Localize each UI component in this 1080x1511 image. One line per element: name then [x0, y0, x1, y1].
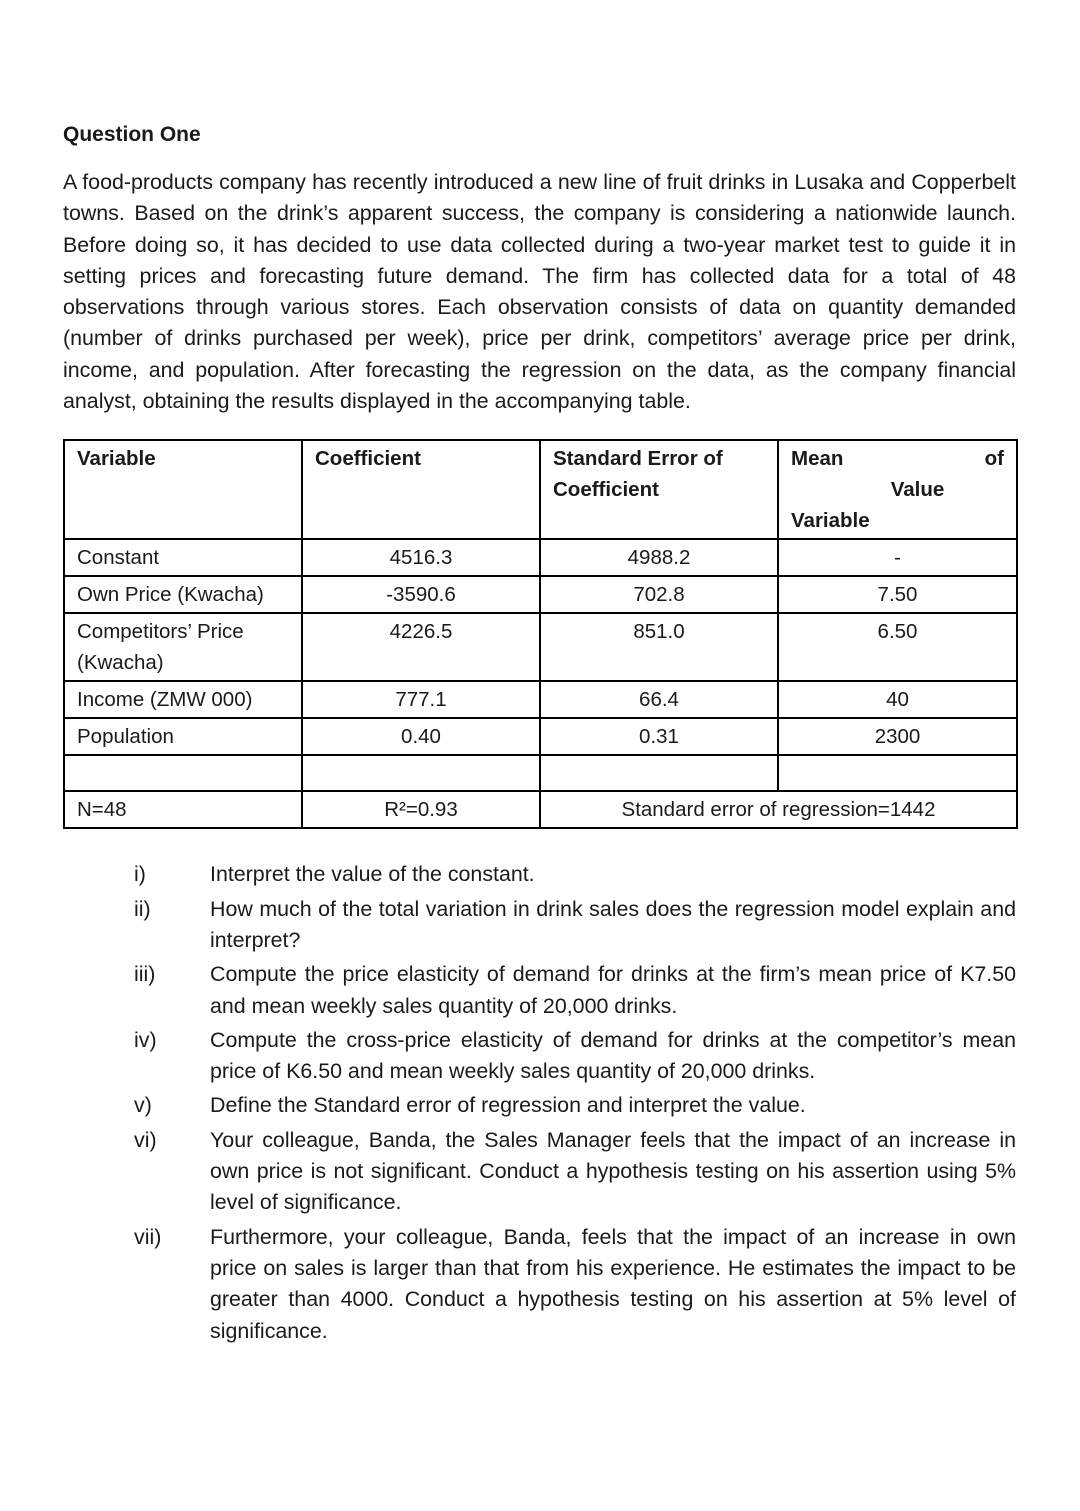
- cell-mean: 2300: [778, 718, 1017, 755]
- list-item: [63, 894, 1016, 957]
- question-heading: Question One: [63, 123, 201, 146]
- list-item: [63, 959, 1016, 1022]
- cell-std-error: 851.0: [540, 613, 778, 681]
- question-text: Compute the price elasticity of demand for drinks at the firm’s mean price of K7.50 and mean weekly sales quantity of 20,000 drinks.: [210, 962, 1016, 1018]
- table-row: [64, 539, 1017, 576]
- header-mean-of: of: [984, 447, 1004, 471]
- question-number: iv): [134, 1027, 157, 1052]
- table-row: [64, 681, 1017, 718]
- list-item: [63, 1090, 1016, 1121]
- cell-variable: Population: [64, 718, 302, 755]
- table-row: [64, 718, 1017, 755]
- list-item: [63, 1222, 1016, 1347]
- question-list: [63, 859, 1016, 1346]
- cell-variable: Constant: [64, 539, 302, 576]
- cell-coefficient: 4226.5: [302, 613, 540, 681]
- footer-r-squared: R²=0.93: [302, 791, 540, 828]
- footer-se-regression: Standard error of regression=1442: [540, 791, 1017, 828]
- cell-std-error: 0.31: [540, 718, 778, 755]
- question-text: How much of the total variation in drink sales does the regression model explain and interpret?: [210, 896, 1016, 952]
- cell-coefficient: 777.1: [302, 681, 540, 718]
- question-number: vii): [134, 1224, 162, 1249]
- regression-table: [63, 439, 1018, 829]
- cell-mean: -: [778, 539, 1017, 576]
- table-footer-row: [64, 791, 1017, 828]
- cell-variable: Income (ZMW 000): [64, 681, 302, 718]
- header-variable: Variable: [64, 440, 302, 539]
- header-coefficient: Coefficient: [302, 440, 540, 539]
- table-row: [64, 613, 1017, 681]
- list-item: [63, 1025, 1016, 1088]
- footer-n: N=48: [64, 791, 302, 828]
- question-text: Define the Standard error of regression and interpret the value.: [210, 1093, 806, 1118]
- table-empty-row: [64, 755, 1017, 791]
- header-std-error-line1: Standard Error of: [553, 447, 723, 471]
- cell-std-error: 702.8: [540, 576, 778, 613]
- question-text: Your colleague, Banda, the Sales Manager feels that the impact of an increase in own price is not significant. Conduct a hypothesis testing on his assertion using 5% level of significance.: [210, 1127, 1016, 1215]
- header-std-error-line2: Coefficient: [553, 478, 659, 502]
- list-item: [63, 1125, 1016, 1219]
- question-text: Interpret the value of the constant.: [210, 862, 535, 887]
- cell-mean: 40: [778, 681, 1017, 718]
- question-number: ii): [134, 896, 151, 921]
- table-header-row: [64, 440, 1017, 539]
- header-std-error: [540, 440, 778, 539]
- header-mean-line2: Value: [890, 478, 945, 502]
- cell-variable: Own Price (Kwacha): [64, 576, 302, 613]
- header-mean-line3: Variable: [791, 509, 870, 533]
- cell-mean: 7.50: [778, 576, 1017, 613]
- table-row: [64, 576, 1017, 613]
- cell-coefficient: 0.40: [302, 718, 540, 755]
- list-item: [63, 859, 1016, 890]
- question-text: Furthermore, your colleague, Banda, feels that the impact of an increase in own price on sales is larger than that from his experience. He estimates the impact to be greater than 4000. Conduct a hypothesis testing on his assertion at 5% level of significance.: [210, 1224, 1016, 1343]
- question-number: v): [134, 1093, 152, 1118]
- question-number: iii): [134, 962, 156, 987]
- cell-mean: 6.50: [778, 613, 1017, 681]
- question-number: vi): [134, 1127, 157, 1152]
- question-number: i): [134, 862, 146, 887]
- cell-std-error: 4988.2: [540, 539, 778, 576]
- header-mean-line1: Mean: [791, 447, 844, 471]
- cell-std-error: 66.4: [540, 681, 778, 718]
- intro-paragraph: A food-products company has recently introduced a new line of fruit drinks in Lusaka and Copperbelt towns. Based on the drink’s apparent success, the company is considering a nationwide launch. Before doing so, it has decided to use data collected during a two-year market test to guide it in setting prices and forecasting future demand. The firm has collected data for a total of 48 observations through various stores. Each observation consists of data on quantity demanded (number of drinks purchased per week), price per drink, competitors’ average price per drink, income, and population. After forecasting the regression on the data, as the company financial analyst, obtaining the results displayed in the accompanying table.: [63, 170, 1016, 414]
- document-page: [63, 120, 1016, 1350]
- question-text: Compute the cross-price elasticity of demand for drinks at the competitor’s mean price of K6.50 and mean weekly sales quantity of 20,000 drinks.: [210, 1027, 1016, 1084]
- header-mean: [778, 440, 1017, 539]
- cell-coefficient: 4516.3: [302, 539, 540, 576]
- cell-variable: Competitors’ Price (Kwacha): [64, 613, 302, 681]
- cell-coefficient: -3590.6: [302, 576, 540, 613]
